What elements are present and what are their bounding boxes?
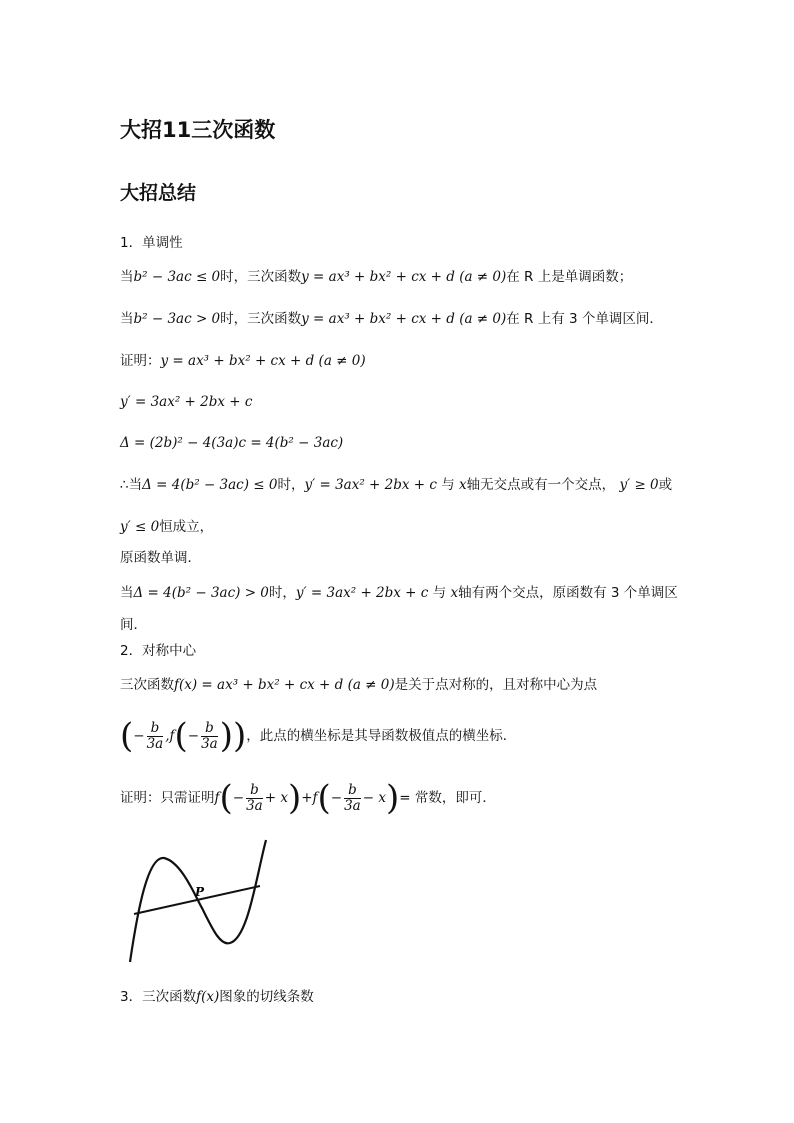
discriminant-formula: Δ = (2b)² − 4(3a)c = 4(b² − 3ac) [120, 435, 344, 451]
fraction: $\frac{b}{3a}$ [146, 719, 164, 752]
fraction: $\frac{b}{3a}$ [344, 781, 361, 814]
symmetry-point: (− $\frac{b}{3a}$ ,f(− $\frac{b}{3a}$ ))，此点的横坐标是其导函数极值点的横坐标． [120, 716, 517, 756]
section2-heading: 2．对称中心 [120, 643, 197, 659]
page-title: 大招11三次函数 [120, 118, 276, 142]
mono-condition-line-1: 当b² − 3ac ≤ 0时，三次函数y = ax³ + bx² + cx + d (a ≠ 0)在 R 上是单调函数； [120, 269, 633, 285]
section3-heading: 3．三次函数f(x)图象的切线条数 [120, 989, 314, 1005]
section-title: 大招总结 [120, 182, 197, 204]
derivative-formula: y′ = 3ax² + 2bx + c [120, 394, 253, 410]
section1-heading: 1．单调性 [120, 235, 183, 251]
case-line-1: ∴当Δ = 4(b² − 3ac) ≤ 0时，y′ = 3ax² + 2bx + c 与 x轴无交点或有一个交点， y′ ≥ 0或 [120, 477, 673, 493]
cubic-symmetry-figure [124, 838, 274, 966]
fraction: $\frac{b}{3a}$ [246, 781, 263, 814]
cubic-curve [130, 840, 266, 962]
case-line-2: y′ ≤ 0恒成立， [120, 519, 214, 535]
proof-line: 证明：y = ax³ + bx² + cx + d (a ≠ 0) [120, 353, 366, 369]
symmetry-line-1: 三次函数f(x) = ax³ + bx² + cx + d (a ≠ 0)是关于点对称的，且对称中心为点 [120, 677, 598, 693]
symmetry-proof: 证明：只需证明f(− $\frac{b}{3a}$ + x)+f(− $\frac{b}{3a}$ − x)= 常数，即可． [120, 778, 496, 818]
case-line-5: 间． [120, 617, 147, 633]
fraction: $\frac{b}{3a}$ [201, 719, 218, 752]
case-line-4: 当Δ = 4(b² − 3ac) > 0时，y′ = 3ax² + 2bx + c 与 x轴有两个交点，原函数有 3 个单调区 [120, 585, 678, 601]
case-line-3: 原函数单调． [120, 550, 201, 566]
point-p-label: P [195, 885, 205, 899]
mono-condition-line-2: 当b² − 3ac > 0时，三次函数y = ax³ + bx² + cx + d (a ≠ 0)在 R 上有 3 个单调区间． [120, 311, 663, 327]
